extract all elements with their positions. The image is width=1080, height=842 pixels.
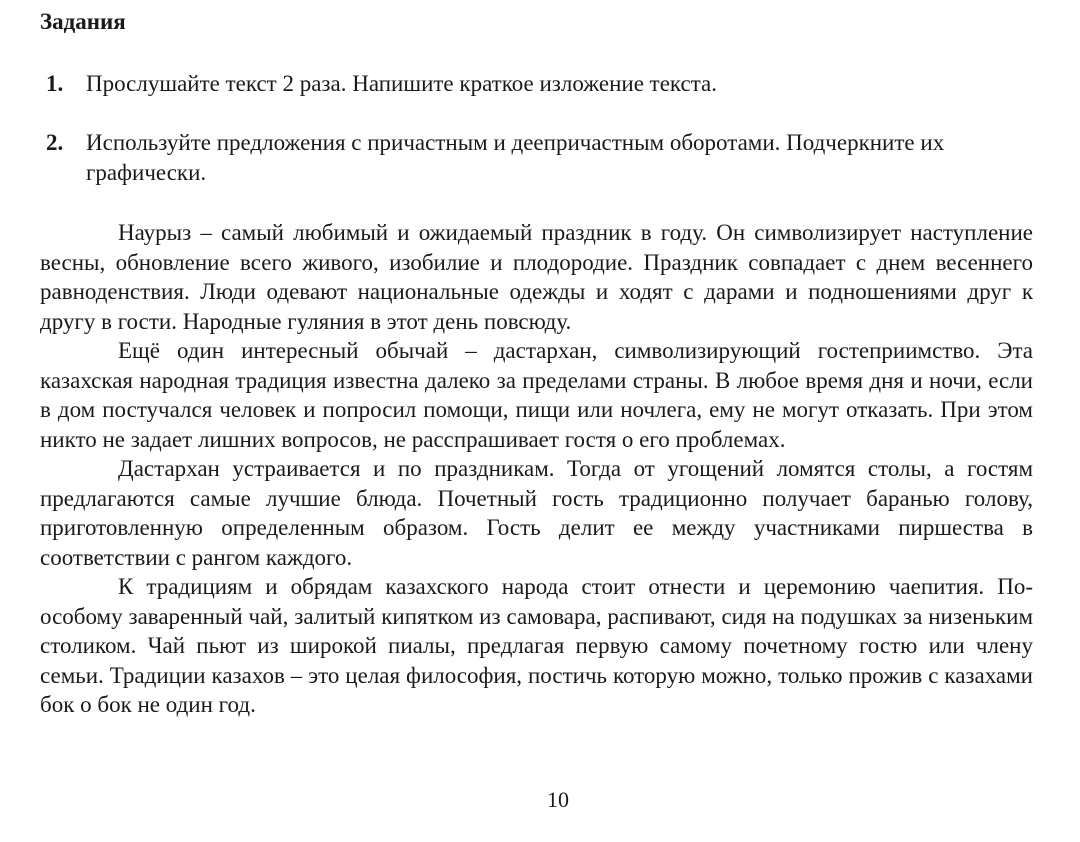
task-text: Используйте предложения с причастным и деепричастным оборотами. Подчеркните их графически. (86, 130, 945, 185)
paragraph: Наурыз – самый любимый и ожидаемый праздник в году. Он символизирует наступление весны, обновление всего живого, изобилие и плодородие. Праздник совпадает с днем весеннего равноденствия. Люди одевают национальные одежды и ходят с дарами и подношениями друг к другу в гости. Народные гуляния в этот день повсюду. (40, 220, 1033, 334)
paragraph: К традициям и обрядам казахского народа стоит отнести и церемонию чаепития. По-особому заваренный чай, залитый кипятком из самовара, распивают, сидя на подушках за низеньким столиком. Чай пьют из широкой пиалы, предлагая первую самому почетному гостю или члену семьи. Традиции казахов – это целая философия, постичь которую можно, только прожив с казахами бок о бок не один год. (40, 574, 1033, 717)
section-heading: Задания (40, 9, 126, 34)
reading-text (40, 218, 1033, 720)
page-number: 10 (547, 787, 569, 812)
task-number: 1. (46, 71, 64, 96)
paragraph: Дастархан устраивается и по праздникам. Тогда от угощений ломятся столы, а гостям предлагаются самые лучшие блюда. Почетный гость традиционно получает баранью голову, приготовленную определенным образом. Гость делит ее между участниками пиршества в соответствии с рангом каждого. (40, 456, 1033, 570)
task-number: 2. (46, 130, 64, 155)
task-text: Прослушайте текст 2 раза. Напишите краткое изложение текста. (86, 71, 718, 96)
task-item-1 (40, 69, 1040, 99)
task-item-2 (40, 128, 1040, 188)
paragraph: Ещё один интересный обычай – дастархан, символизирующий гостеприимство. Эта казахская народная традиция известна далеко за пределами страны. В любое время дня и ночи, если в дом постучался человек и попросил помощи, пищи или ночлега, ему не могут отказать. При этом никто не задает лишних вопросов, не расспрашивает гостя о его проблемах. (40, 338, 1033, 452)
